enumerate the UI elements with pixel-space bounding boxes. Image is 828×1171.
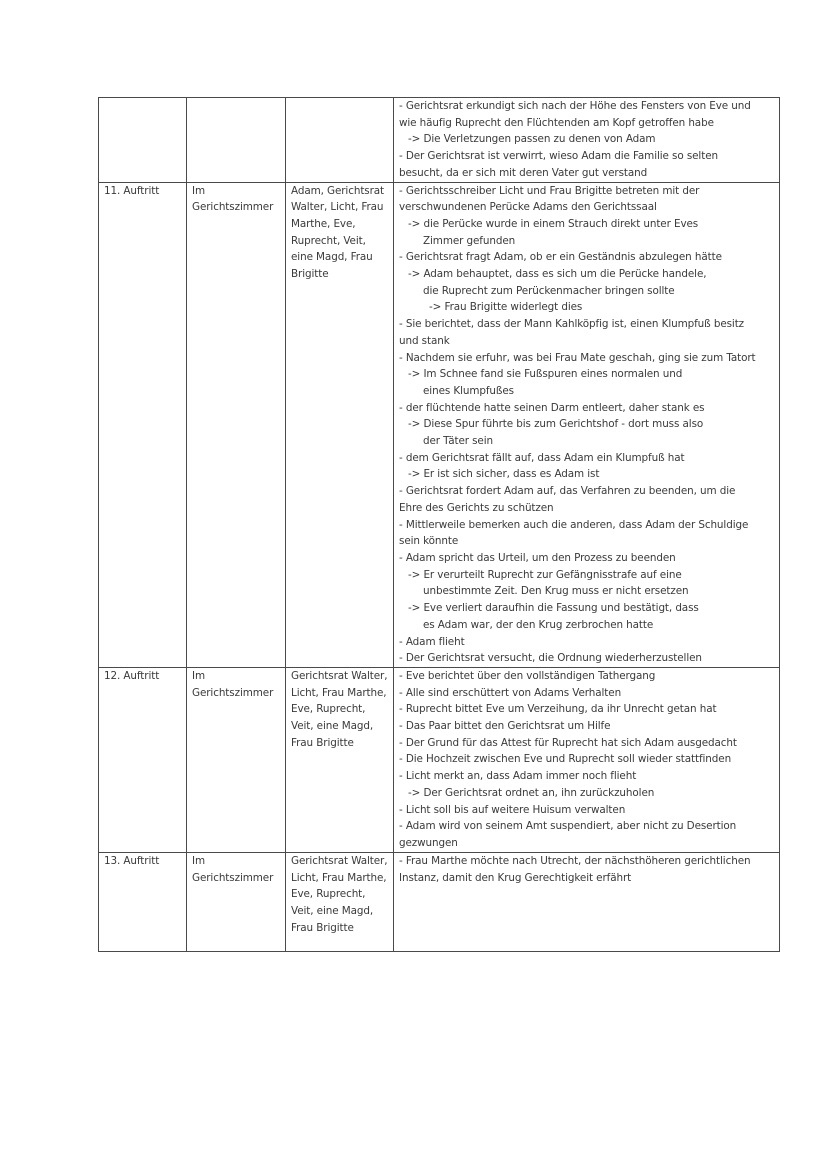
- bullet-line: - Die Hochzeit zwischen Eve und Ruprecht soll wieder stattfinden: [399, 753, 732, 766]
- bullet-line: - Sie berichtet, dass der Mann Kahlköpfig ist, einen Klumpfuß besitz: [399, 318, 745, 331]
- bullet-line: - Das Paar bittet den Gerichtsrat um Hilfe: [399, 720, 611, 733]
- sub-bullet-line: Zimmer gefunden: [423, 234, 516, 247]
- bullet-line: - Gerichtsrat fragt Adam, ob er ein Geständnis abzulegen hätte: [399, 251, 722, 264]
- sub-bullet-line: -> Die Verletzungen passen zu denen von Adam: [408, 133, 656, 146]
- bullet-line: - dem Gerichtsrat fällt auf, dass Adam ein Klumpfuß hat: [399, 451, 685, 464]
- sub-bullet-line: -> die Perücke wurde in einem Strauch direkt unter Eves: [408, 217, 699, 230]
- sub-bullet-line: eines Klumpfußes: [423, 384, 514, 397]
- bullet-line: - Licht soll bis auf weitere Huisum verwalten: [399, 803, 626, 816]
- sub-bullet-line: unbestimmte Zeit. Den Krug muss er nicht ersetzen: [423, 585, 689, 598]
- bullet-line: - Alle sind erschüttert von Adams Verhalten: [399, 686, 622, 699]
- place-cell: Im Gerichtszimmer: [187, 182, 286, 667]
- sub-bullet-line: -> Eve verliert daraufhin die Fassung und bestätigt, dass: [408, 602, 699, 615]
- bullet-line: - Gerichtsrat fordert Adam auf, das Verfahren zu beenden, um die: [399, 485, 736, 498]
- sub-bullet-line: -> Er ist sich sicher, dass es Adam ist: [408, 468, 600, 481]
- table-row: [99, 667, 780, 852]
- sub-bullet-line: es Adam war, der den Krug zerbrochen hatte: [423, 618, 654, 631]
- sub-bullet-line: der Täter sein: [423, 435, 493, 448]
- sub-bullet-line: -> Er verurteilt Ruprecht zur Gefängnisstrafe auf eine: [408, 568, 682, 581]
- scene-cell: 12. Auftritt: [99, 667, 187, 852]
- table-row: [99, 182, 780, 667]
- sub-bullet-line: -> Adam behauptet, dass es sich um die Perücke handele,: [408, 268, 707, 281]
- bullet-line: - der flüchtende hatte seinen Darm entleert, daher stank es: [399, 401, 705, 414]
- sub-bullet-line: -> Im Schnee fand sie Fußspuren eines normalen und: [408, 368, 683, 381]
- bullet-line: - Ruprecht bittet Eve um Verzeihung, da ihr Unrecht getan hat: [399, 703, 717, 716]
- bullet-line: - Der Gerichtsrat versucht, die Ordnung wiederherzustellen: [399, 652, 702, 665]
- place-cell: [187, 98, 286, 183]
- bullet-line: wie häufig Ruprecht den Flüchtenden am Kopf getroffen habe: [399, 116, 714, 129]
- scene-cell: 13. Auftritt: [99, 852, 187, 951]
- place-cell: Im Gerichtszimmer: [187, 667, 286, 852]
- bullet-line: - Adam flieht: [399, 635, 465, 648]
- table-row: [99, 852, 780, 951]
- content-cell: [394, 182, 780, 667]
- sub-bullet-line: -> Der Gerichtsrat ordnet an, ihn zurückzuholen: [408, 786, 655, 799]
- summary-table: [98, 97, 780, 952]
- scene-cell: [99, 98, 187, 183]
- bullet-line: Ehre des Gerichts zu schützen: [399, 501, 554, 514]
- bullet-line: - Frau Marthe möchte nach Utrecht, der nächsthöheren gerichtlichen: [399, 854, 751, 867]
- bullet-line: - Nachdem sie erfuhr, was bei Frau Mate geschah, ging sie zum Tatort: [399, 351, 756, 364]
- bullet-line: - Gerichtsrat erkundigt sich nach der Höhe des Fensters von Eve und: [399, 100, 751, 112]
- bullet-line: - Der Gerichtsrat ist verwirrt, wieso Adam die Familie so selten: [399, 150, 718, 163]
- content-cell: [394, 667, 780, 852]
- summary-table-body: [99, 98, 780, 952]
- table-row: [99, 98, 780, 183]
- bullet-line: sein könnte: [399, 535, 459, 548]
- bullet-line: besucht, da er sich mit deren Vater gut verstand: [399, 166, 648, 179]
- bullet-line: - Adam wird von seinem Amt suspendiert, aber nicht zu Desertion: [399, 820, 737, 833]
- sub-bullet-line: -> Frau Brigitte widerlegt dies: [429, 301, 583, 314]
- scene-cell: 11. Auftritt: [99, 182, 187, 667]
- persons-cell: Gerichtsrat Walter, Licht, Frau Marthe, Eve, Ruprecht, Veit, eine Magd, Frau Brigitte: [286, 852, 394, 951]
- content-cell: [394, 98, 780, 183]
- sub-bullet-line: -> Diese Spur führte bis zum Gerichtshof - dort muss also: [408, 418, 704, 431]
- content-cell: [394, 852, 780, 951]
- sub-bullet-line: die Ruprecht zum Perückenmacher bringen sollte: [423, 284, 675, 297]
- bullet-line: - Gerichtsschreiber Licht und Frau Brigitte betreten mit der: [399, 184, 700, 197]
- bullet-line: - Adam spricht das Urteil, um den Prozess zu beenden: [399, 551, 676, 564]
- bullet-line: - Licht merkt an, dass Adam immer noch flieht: [399, 770, 637, 783]
- bullet-line: verschwundenen Perücke Adams den Gerichtssaal: [399, 201, 657, 214]
- bullet-line: - Mittlerweile bemerken auch die anderen, dass Adam der Schuldige: [399, 518, 749, 531]
- persons-cell: Gerichtsrat Walter, Licht, Frau Marthe, Eve, Ruprecht, Veit, eine Magd, Frau Brigitte: [286, 667, 394, 852]
- bullet-line: und stank: [399, 334, 450, 347]
- bullet-line: gezwungen: [399, 836, 458, 849]
- bullet-line: - Eve berichtet über den vollständigen Tathergang: [399, 669, 656, 682]
- bullet-line: Instanz, damit den Krug Gerechtigkeit erfährt: [399, 871, 632, 884]
- place-cell: Im Gerichtszimmer: [187, 852, 286, 951]
- persons-cell: Adam, Gerichtsrat Walter, Licht, Frau Marthe, Eve, Ruprecht, Veit, eine Magd, Frau Brigitte: [286, 182, 394, 667]
- persons-cell: [286, 98, 394, 183]
- bullet-line: - Der Grund für das Attest für Ruprecht hat sich Adam ausgedacht: [399, 736, 737, 749]
